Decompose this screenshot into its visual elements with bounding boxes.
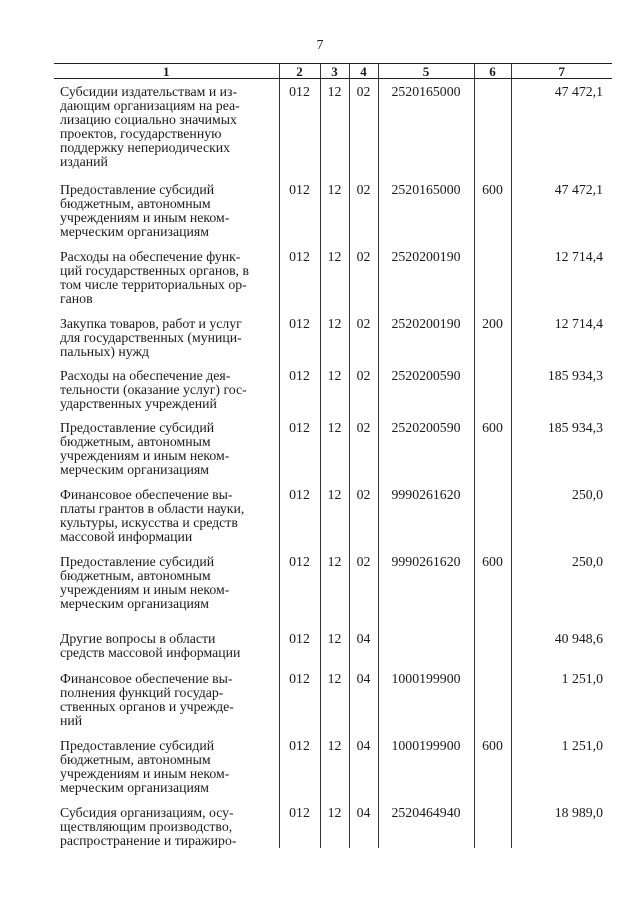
target-article-code: 9990261620 bbox=[378, 482, 474, 549]
target-article-code: 2520464940 bbox=[378, 800, 474, 848]
subsection-code: 02 bbox=[349, 482, 378, 549]
row-label: Финансовое обеспечение вы- платы грантов в области науки, культуры, искусства и средств массовой информации bbox=[60, 486, 245, 544]
expense-type-code: 600 bbox=[474, 733, 511, 800]
table-row bbox=[54, 79, 612, 177]
row-label: Предоставление субсидий бюджетным, автономным учреждениям и иным неком- мерческим организациям bbox=[60, 737, 230, 795]
target-article-code: 2520165000 bbox=[378, 79, 474, 177]
section-code: 12 bbox=[320, 244, 349, 311]
target-article-code: 1000199900 bbox=[378, 666, 474, 733]
ministry-code: 012 bbox=[279, 79, 320, 177]
section-code: 12 bbox=[320, 733, 349, 800]
subsection-code: 04 bbox=[349, 800, 378, 848]
row-label: Расходы на обеспечение дея- тельности (оказание услуг) гос- ударственных учреждений bbox=[60, 367, 247, 411]
section-code: 12 bbox=[320, 415, 349, 482]
expense-type-code: 600 bbox=[474, 415, 511, 482]
subsection-code: 02 bbox=[349, 244, 378, 311]
ministry-code: 012 bbox=[279, 482, 320, 549]
target-article-code: 2520200590 bbox=[378, 415, 474, 482]
row-label: Субсидии издательствам и из- дающим организациям на реа- лизацию социально значимых проектов, государственную поддержку непериодических изданий bbox=[60, 84, 240, 169]
ministry-code: 012 bbox=[279, 666, 320, 733]
subsection-code: 02 bbox=[349, 79, 378, 177]
row-label: Предоставление субсидий бюджетным, автономным учреждениям и иным неком- мерческим организациям bbox=[60, 181, 230, 239]
table-row bbox=[54, 244, 612, 311]
header-cell-4: 4 bbox=[349, 64, 378, 79]
expense-type-code: 600 bbox=[474, 549, 511, 626]
ministry-code: 012 bbox=[279, 800, 320, 848]
table-row bbox=[54, 482, 612, 549]
table-row bbox=[54, 666, 612, 733]
section-code: 12 bbox=[320, 79, 349, 177]
amount-value: 1 251,0 bbox=[511, 733, 612, 800]
section-code: 12 bbox=[320, 626, 349, 666]
header-cell-2: 2 bbox=[279, 64, 320, 79]
header-cell-3: 3 bbox=[320, 64, 349, 79]
table-row bbox=[54, 177, 612, 244]
row-label: Субсидия организациям, осу- ществляющим производство, распространение и тиражиро- bbox=[60, 804, 237, 848]
amount-value: 250,0 bbox=[511, 549, 612, 626]
ministry-code: 012 bbox=[279, 177, 320, 244]
ministry-code: 012 bbox=[279, 626, 320, 666]
section-code: 12 bbox=[320, 549, 349, 626]
subsection-code: 04 bbox=[349, 626, 378, 666]
section-code: 12 bbox=[320, 800, 349, 848]
expense-type-code bbox=[474, 363, 511, 415]
table-row bbox=[54, 800, 612, 848]
table-row bbox=[54, 733, 612, 800]
subsection-code: 04 bbox=[349, 666, 378, 733]
expense-type-code: 600 bbox=[474, 177, 511, 244]
target-article-code: 2520165000 bbox=[378, 177, 474, 244]
subsection-code: 02 bbox=[349, 177, 378, 244]
table-body bbox=[54, 79, 612, 848]
ministry-code: 012 bbox=[279, 733, 320, 800]
amount-value: 250,0 bbox=[511, 482, 612, 549]
row-label: Закупка товаров, работ и услуг для государственных (муници- пальных) нужд bbox=[60, 315, 242, 359]
amount-value: 1 251,0 bbox=[511, 666, 612, 733]
target-article-code bbox=[378, 626, 474, 666]
expense-type-code bbox=[474, 666, 511, 733]
table-row bbox=[54, 626, 612, 666]
expense-type-code bbox=[474, 79, 511, 177]
table-row bbox=[54, 363, 612, 415]
target-article-code: 2520200190 bbox=[378, 311, 474, 363]
row-label: Другие вопросы в области средств массовой информации bbox=[60, 630, 241, 660]
table-row bbox=[54, 415, 612, 482]
ministry-code: 012 bbox=[279, 311, 320, 363]
section-code: 12 bbox=[320, 177, 349, 244]
ministry-code: 012 bbox=[279, 244, 320, 311]
row-label: Финансовое обеспечение вы- полнения функций государ- ственных органов и учрежде- ний bbox=[60, 670, 234, 728]
header-cell-1: 1 bbox=[54, 64, 279, 79]
section-code: 12 bbox=[320, 363, 349, 415]
header-cell-7: 7 bbox=[511, 64, 612, 79]
amount-value: 12 714,4 bbox=[511, 311, 612, 363]
amount-value: 12 714,4 bbox=[511, 244, 612, 311]
header-cell-5: 5 bbox=[378, 64, 474, 79]
target-article-code: 2520200590 bbox=[378, 363, 474, 415]
row-label: Расходы на обеспечение функ- ций государственных органов, в том числе территориальных ор- ганов bbox=[60, 248, 250, 306]
amount-value: 185 934,3 bbox=[511, 363, 612, 415]
subsection-code: 02 bbox=[349, 549, 378, 626]
section-code: 12 bbox=[320, 666, 349, 733]
table-row bbox=[54, 311, 612, 363]
expense-type-code bbox=[474, 482, 511, 549]
expense-type-code bbox=[474, 244, 511, 311]
budget-table-container bbox=[54, 63, 612, 905]
amount-value: 18 989,0 bbox=[511, 800, 612, 848]
header-cell-6: 6 bbox=[474, 64, 511, 79]
expense-type-code bbox=[474, 800, 511, 848]
page-number: 7 bbox=[316, 38, 324, 53]
ministry-code: 012 bbox=[279, 415, 320, 482]
amount-value: 47 472,1 bbox=[511, 177, 612, 244]
target-article-code: 2520200190 bbox=[378, 244, 474, 311]
row-label: Предоставление субсидий бюджетным, автономным учреждениям и иным неком- мерческим организациям bbox=[60, 419, 230, 477]
expense-type-code bbox=[474, 626, 511, 666]
row-label: Предоставление субсидий бюджетным, автономным учреждениям и иным неком- мерческим организациям bbox=[60, 553, 230, 611]
budget-table bbox=[54, 63, 612, 848]
section-code: 12 bbox=[320, 311, 349, 363]
table-row bbox=[54, 549, 612, 626]
subsection-code: 02 bbox=[349, 363, 378, 415]
subsection-code: 02 bbox=[349, 415, 378, 482]
amount-value: 47 472,1 bbox=[511, 79, 612, 177]
expense-type-code: 200 bbox=[474, 311, 511, 363]
amount-value: 40 948,6 bbox=[511, 626, 612, 666]
subsection-code: 04 bbox=[349, 733, 378, 800]
target-article-code: 1000199900 bbox=[378, 733, 474, 800]
ministry-code: 012 bbox=[279, 363, 320, 415]
target-article-code: 9990261620 bbox=[378, 549, 474, 626]
subsection-code: 02 bbox=[349, 311, 378, 363]
section-code: 12 bbox=[320, 482, 349, 549]
amount-value: 185 934,3 bbox=[511, 415, 612, 482]
ministry-code: 012 bbox=[279, 549, 320, 626]
header-row bbox=[54, 64, 612, 79]
